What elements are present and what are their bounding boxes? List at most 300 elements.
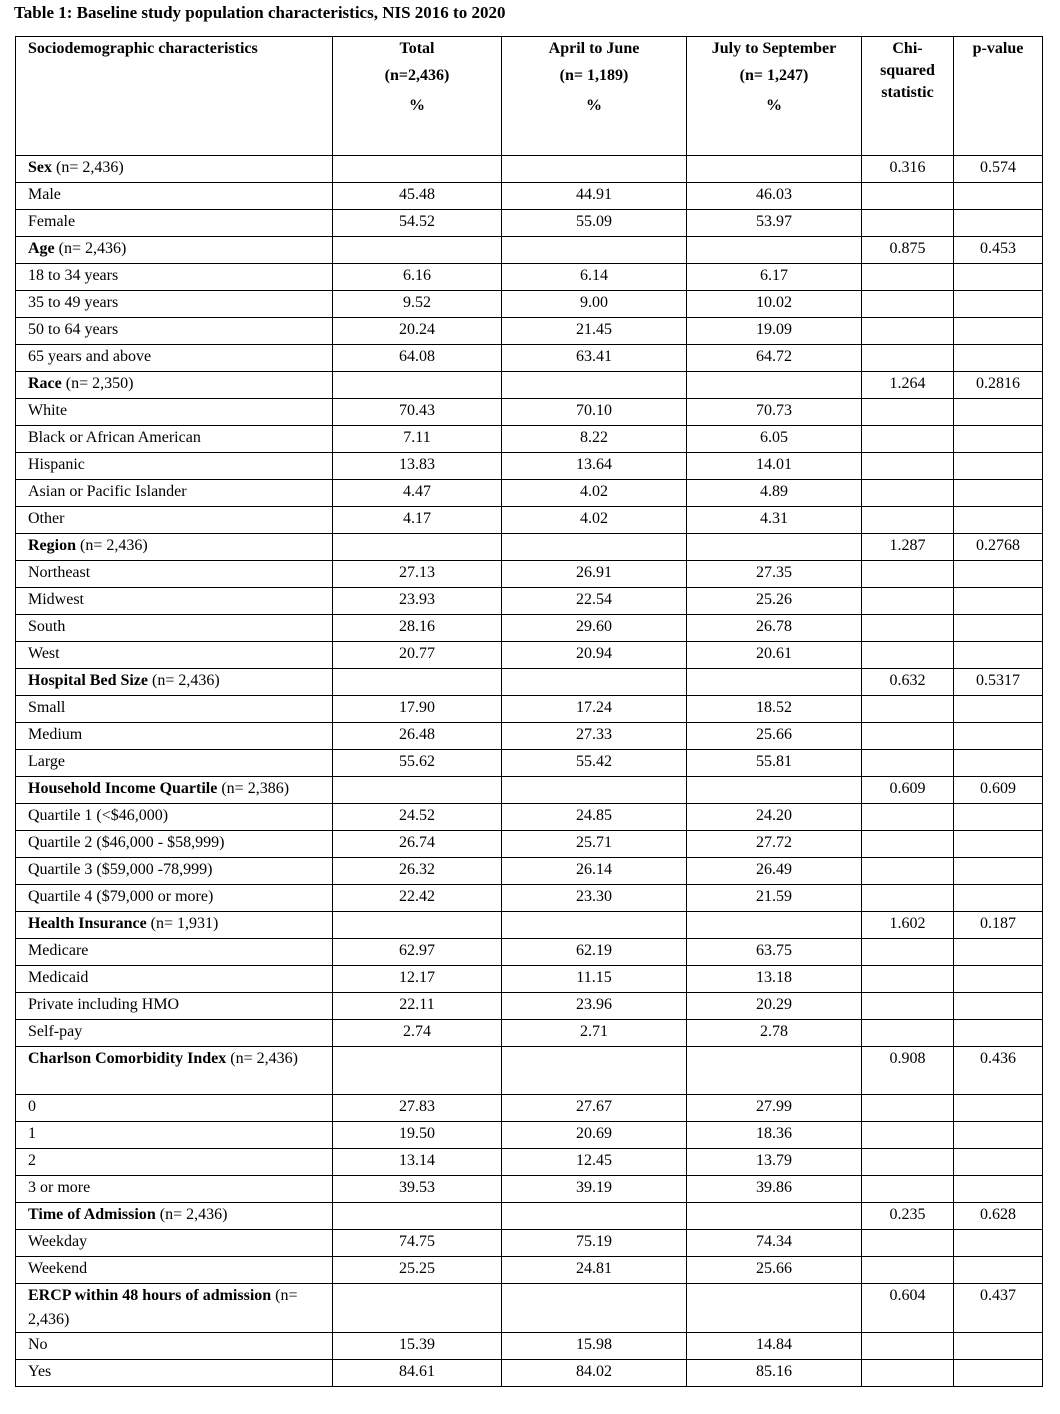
group-name: Region <box>28 537 76 554</box>
cell-total: 20.77 <box>333 642 502 669</box>
cell-jul: 19.09 <box>687 318 862 345</box>
cell-jul: 26.49 <box>687 858 862 885</box>
cell-p <box>954 1020 1043 1047</box>
group-label <box>16 669 333 696</box>
cell-chi <box>862 1122 954 1149</box>
cell-p: 0.453 <box>954 237 1043 264</box>
cell-chi: 1.287 <box>862 534 954 561</box>
cell-apr: 22.54 <box>502 588 687 615</box>
cell-jul <box>687 912 862 939</box>
cell-jul: 85.16 <box>687 1360 862 1387</box>
cell-apr: 4.02 <box>502 480 687 507</box>
cell-apr: 4.02 <box>502 507 687 534</box>
table-row <box>16 210 1043 237</box>
row-label: Medium <box>16 723 333 750</box>
cell-p: 0.2768 <box>954 534 1043 561</box>
group-name: Hospital Bed Size <box>28 672 149 689</box>
table-row <box>16 1122 1043 1149</box>
cell-apr <box>502 912 687 939</box>
cell-apr <box>502 669 687 696</box>
cell-apr <box>502 372 687 399</box>
cell-total: 55.62 <box>333 750 502 777</box>
cell-total: 25.25 <box>333 1257 502 1284</box>
cell-total: 45.48 <box>333 183 502 210</box>
cell-chi <box>862 453 954 480</box>
cell-jul <box>687 534 862 561</box>
group-label <box>16 912 333 939</box>
cell-jul: 14.84 <box>687 1333 862 1360</box>
cell-jul: 74.34 <box>687 1230 862 1257</box>
table-row <box>16 426 1043 453</box>
cell-chi <box>862 723 954 750</box>
group-name: Health Insurance <box>28 915 147 932</box>
cell-jul <box>687 1203 862 1230</box>
cell-apr <box>502 1047 687 1095</box>
cell-total: 22.11 <box>333 993 502 1020</box>
table-row <box>16 1176 1043 1203</box>
group-label <box>16 1203 333 1230</box>
cell-jul: 18.36 <box>687 1122 862 1149</box>
table-row <box>16 804 1043 831</box>
cell-apr: 20.69 <box>502 1122 687 1149</box>
cell-jul: 27.35 <box>687 561 862 588</box>
group-label <box>16 1284 333 1333</box>
cell-chi <box>862 588 954 615</box>
cell-p <box>954 480 1043 507</box>
cell-chi <box>862 831 954 858</box>
row-label: Male <box>16 183 333 210</box>
table-row <box>16 966 1043 993</box>
cell-chi <box>862 1360 954 1387</box>
table-row <box>16 858 1043 885</box>
row-label: 3 or more <box>16 1176 333 1203</box>
cell-total: 27.83 <box>333 1095 502 1122</box>
cell-p <box>954 1095 1043 1122</box>
cell-jul: 13.18 <box>687 966 862 993</box>
group-row <box>16 237 1043 264</box>
table-row <box>16 1020 1043 1047</box>
cell-p <box>954 966 1043 993</box>
cell-chi <box>862 426 954 453</box>
cell-chi <box>862 1095 954 1122</box>
cell-chi <box>862 1176 954 1203</box>
cell-p: 0.5317 <box>954 669 1043 696</box>
table-row <box>16 1257 1043 1284</box>
cell-jul: 27.72 <box>687 831 862 858</box>
cell-p: 0.436 <box>954 1047 1043 1095</box>
cell-total: 26.74 <box>333 831 502 858</box>
table-row <box>16 588 1043 615</box>
cell-chi: 0.908 <box>862 1047 954 1095</box>
cell-apr: 23.30 <box>502 885 687 912</box>
cell-jul: 10.02 <box>687 291 862 318</box>
group-count: (n= 2,436) <box>54 240 127 257</box>
group-row <box>16 1047 1043 1095</box>
cell-jul: 53.97 <box>687 210 862 237</box>
cell-jul <box>687 777 862 804</box>
cell-p: 0.437 <box>954 1284 1043 1333</box>
cell-apr: 21.45 <box>502 318 687 345</box>
group-name: Charlson Comorbidity Index <box>28 1050 227 1067</box>
header-characteristics: Sociodemographic characteristics <box>16 37 333 156</box>
table-row <box>16 750 1043 777</box>
group-count: (n= 2,436) <box>155 1206 228 1223</box>
group-name: Time of Admission <box>28 1206 156 1223</box>
cell-p <box>954 507 1043 534</box>
table-row <box>16 1230 1043 1257</box>
cell-jul <box>687 372 862 399</box>
cell-p <box>954 588 1043 615</box>
cell-p <box>954 1149 1043 1176</box>
group-count: (n= 1,931) <box>146 915 219 932</box>
cell-p <box>954 642 1043 669</box>
table-row <box>16 399 1043 426</box>
cell-total <box>333 669 502 696</box>
table-row <box>16 615 1043 642</box>
cell-total: 26.48 <box>333 723 502 750</box>
cell-jul: 6.17 <box>687 264 862 291</box>
cell-total: 28.16 <box>333 615 502 642</box>
cell-total: 22.42 <box>333 885 502 912</box>
group-row <box>16 669 1043 696</box>
cell-jul: 20.61 <box>687 642 862 669</box>
cell-chi: 0.609 <box>862 777 954 804</box>
cell-p <box>954 723 1043 750</box>
cell-jul <box>687 1284 862 1333</box>
cell-chi <box>862 1230 954 1257</box>
cell-total <box>333 156 502 183</box>
group-label <box>16 1047 333 1095</box>
row-label: 50 to 64 years <box>16 318 333 345</box>
table-row <box>16 1333 1043 1360</box>
cell-jul: 21.59 <box>687 885 862 912</box>
group-name: ERCP within 48 hours of admission <box>28 1287 272 1304</box>
cell-total: 64.08 <box>333 345 502 372</box>
cell-p <box>954 183 1043 210</box>
group-label <box>16 237 333 264</box>
row-label: White <box>16 399 333 426</box>
cell-jul: 20.29 <box>687 993 862 1020</box>
group-row <box>16 1203 1043 1230</box>
cell-total: 24.52 <box>333 804 502 831</box>
cell-total: 13.83 <box>333 453 502 480</box>
cell-p <box>954 831 1043 858</box>
cell-apr: 39.19 <box>502 1176 687 1203</box>
group-count: (n= 2,436) <box>28 1287 298 1328</box>
cell-chi: 0.604 <box>862 1284 954 1333</box>
header-total: Total (n=2,436) % <box>333 37 502 156</box>
cell-jul: 63.75 <box>687 939 862 966</box>
group-row <box>16 1284 1043 1333</box>
row-label: No <box>16 1333 333 1360</box>
row-label: Yes <box>16 1360 333 1387</box>
cell-chi <box>862 993 954 1020</box>
cell-jul: 4.31 <box>687 507 862 534</box>
cell-chi: 0.875 <box>862 237 954 264</box>
cell-p <box>954 399 1043 426</box>
row-label: Quartile 3 ($59,000 -78,999) <box>16 858 333 885</box>
cell-p <box>954 426 1043 453</box>
cell-total: 12.17 <box>333 966 502 993</box>
row-label: Midwest <box>16 588 333 615</box>
cell-total: 39.53 <box>333 1176 502 1203</box>
row-label: 65 years and above <box>16 345 333 372</box>
table-row <box>16 1360 1043 1387</box>
table-row <box>16 183 1043 210</box>
row-label: Female <box>16 210 333 237</box>
row-label: Weekend <box>16 1257 333 1284</box>
row-label: Quartile 4 ($79,000 or more) <box>16 885 333 912</box>
row-label: Quartile 2 ($46,000 - $58,999) <box>16 831 333 858</box>
cell-jul <box>687 669 862 696</box>
cell-p <box>954 345 1043 372</box>
group-name: Household Income Quartile <box>28 780 218 797</box>
cell-total <box>333 777 502 804</box>
cell-chi <box>862 291 954 318</box>
cell-apr: 75.19 <box>502 1230 687 1257</box>
cell-chi <box>862 696 954 723</box>
cell-apr: 13.64 <box>502 453 687 480</box>
row-label: South <box>16 615 333 642</box>
cell-chi <box>862 264 954 291</box>
group-count: (n= 2,436) <box>52 159 124 176</box>
cell-p <box>954 993 1043 1020</box>
cell-total: 9.52 <box>333 291 502 318</box>
cell-apr: 24.81 <box>502 1257 687 1284</box>
table-row <box>16 1095 1043 1122</box>
cell-p <box>954 696 1043 723</box>
cell-p: 0.2816 <box>954 372 1043 399</box>
row-label: Hispanic <box>16 453 333 480</box>
cell-total: 2.74 <box>333 1020 502 1047</box>
cell-chi <box>862 1149 954 1176</box>
cell-chi: 1.602 <box>862 912 954 939</box>
cell-total <box>333 1047 502 1095</box>
cell-p: 0.187 <box>954 912 1043 939</box>
cell-p <box>954 318 1043 345</box>
table-row <box>16 507 1043 534</box>
row-label: 0 <box>16 1095 333 1122</box>
cell-p <box>954 210 1043 237</box>
cell-apr: 17.24 <box>502 696 687 723</box>
group-row <box>16 912 1043 939</box>
cell-jul: 55.81 <box>687 750 862 777</box>
cell-chi <box>862 318 954 345</box>
row-label: Northeast <box>16 561 333 588</box>
cell-total: 6.16 <box>333 264 502 291</box>
cell-chi <box>862 750 954 777</box>
cell-chi <box>862 939 954 966</box>
cell-apr <box>502 156 687 183</box>
group-label <box>16 777 333 804</box>
table-row <box>16 642 1043 669</box>
table-row <box>16 993 1043 1020</box>
cell-apr: 62.19 <box>502 939 687 966</box>
table-row <box>16 264 1043 291</box>
cell-apr <box>502 777 687 804</box>
cell-jul: 18.52 <box>687 696 862 723</box>
cell-apr: 24.85 <box>502 804 687 831</box>
cell-total <box>333 912 502 939</box>
cell-p: 0.609 <box>954 777 1043 804</box>
cell-chi <box>862 561 954 588</box>
cell-total: 15.39 <box>333 1333 502 1360</box>
cell-apr: 8.22 <box>502 426 687 453</box>
cell-total <box>333 534 502 561</box>
cell-apr: 55.09 <box>502 210 687 237</box>
table-row <box>16 696 1043 723</box>
cell-total <box>333 1284 502 1333</box>
cell-chi <box>862 183 954 210</box>
cell-p: 0.628 <box>954 1203 1043 1230</box>
cell-chi <box>862 885 954 912</box>
cell-p <box>954 615 1043 642</box>
cell-chi <box>862 804 954 831</box>
header-row <box>16 37 1043 156</box>
cell-jul: 46.03 <box>687 183 862 210</box>
group-count: (n= 2,436) <box>226 1050 298 1067</box>
table-row <box>16 723 1043 750</box>
cell-apr: 84.02 <box>502 1360 687 1387</box>
cell-total: 27.13 <box>333 561 502 588</box>
row-label: Medicare <box>16 939 333 966</box>
row-label: 18 to 34 years <box>16 264 333 291</box>
table-row <box>16 480 1043 507</box>
group-name: Race <box>28 375 62 392</box>
cell-p <box>954 1122 1043 1149</box>
header-chi-squared: Chi- squared statistic <box>862 37 954 156</box>
cell-total: 7.11 <box>333 426 502 453</box>
cell-apr: 15.98 <box>502 1333 687 1360</box>
header-july-to-september: July to September (n= 1,247) % <box>687 37 862 156</box>
cell-total: 70.43 <box>333 399 502 426</box>
table-row <box>16 885 1043 912</box>
group-count: (n= 2,386) <box>217 780 290 797</box>
cell-chi <box>862 345 954 372</box>
cell-total: 13.14 <box>333 1149 502 1176</box>
cell-chi <box>862 1020 954 1047</box>
cell-total: 26.32 <box>333 858 502 885</box>
cell-p <box>954 453 1043 480</box>
cell-p <box>954 1257 1043 1284</box>
cell-apr: 20.94 <box>502 642 687 669</box>
cell-p <box>954 804 1043 831</box>
cell-chi <box>862 1257 954 1284</box>
row-label: Weekday <box>16 1230 333 1257</box>
cell-apr: 23.96 <box>502 993 687 1020</box>
group-name: Sex <box>28 159 52 176</box>
cell-p <box>954 858 1043 885</box>
cell-jul: 2.78 <box>687 1020 862 1047</box>
cell-p <box>954 291 1043 318</box>
header-p-value: p-value <box>954 37 1043 156</box>
group-count: (n= 2,436) <box>148 672 220 689</box>
group-count: (n= 2,436) <box>76 537 148 554</box>
table-row <box>16 345 1043 372</box>
row-label: Black or African American <box>16 426 333 453</box>
cell-total: 4.17 <box>333 507 502 534</box>
cell-total: 20.24 <box>333 318 502 345</box>
group-row <box>16 156 1043 183</box>
row-label: Other <box>16 507 333 534</box>
table-title: Table 1: Baseline study population characteristics, NIS 2016 to 2020 <box>14 3 506 22</box>
cell-p <box>954 1360 1043 1387</box>
cell-chi: 0.632 <box>862 669 954 696</box>
cell-apr: 12.45 <box>502 1149 687 1176</box>
cell-jul <box>687 1047 862 1095</box>
cell-jul: 25.66 <box>687 1257 862 1284</box>
header-april-to-june: April to June (n= 1,189) % <box>502 37 687 156</box>
cell-jul: 13.79 <box>687 1149 862 1176</box>
cell-apr: 11.15 <box>502 966 687 993</box>
cell-apr: 27.33 <box>502 723 687 750</box>
row-label: 2 <box>16 1149 333 1176</box>
group-name: Age <box>28 240 55 257</box>
row-label: Private including HMO <box>16 993 333 1020</box>
cell-chi <box>862 507 954 534</box>
group-row <box>16 372 1043 399</box>
cell-jul: 14.01 <box>687 453 862 480</box>
cell-jul: 39.86 <box>687 1176 862 1203</box>
cell-total: 23.93 <box>333 588 502 615</box>
row-label: 1 <box>16 1122 333 1149</box>
row-label: Quartile 1 (<$46,000) <box>16 804 333 831</box>
cell-jul: 24.20 <box>687 804 862 831</box>
cell-chi: 0.235 <box>862 1203 954 1230</box>
cell-apr: 26.14 <box>502 858 687 885</box>
cell-chi <box>862 480 954 507</box>
cell-apr <box>502 1284 687 1333</box>
cell-p <box>954 1176 1043 1203</box>
cell-jul: 25.66 <box>687 723 862 750</box>
cell-chi <box>862 858 954 885</box>
cell-apr <box>502 534 687 561</box>
cell-apr: 6.14 <box>502 264 687 291</box>
table-row <box>16 291 1043 318</box>
row-label: Small <box>16 696 333 723</box>
cell-p <box>954 750 1043 777</box>
cell-p <box>954 264 1043 291</box>
cell-total: 62.97 <box>333 939 502 966</box>
cell-chi: 0.316 <box>862 156 954 183</box>
cell-chi <box>862 615 954 642</box>
cell-apr: 2.71 <box>502 1020 687 1047</box>
cell-apr: 26.91 <box>502 561 687 588</box>
table-row <box>16 1149 1043 1176</box>
cell-apr: 29.60 <box>502 615 687 642</box>
cell-apr: 55.42 <box>502 750 687 777</box>
group-label <box>16 156 333 183</box>
cell-apr: 9.00 <box>502 291 687 318</box>
cell-apr: 70.10 <box>502 399 687 426</box>
cell-total: 74.75 <box>333 1230 502 1257</box>
table-row <box>16 453 1043 480</box>
cell-apr: 25.71 <box>502 831 687 858</box>
cell-jul: 4.89 <box>687 480 862 507</box>
cell-apr: 63.41 <box>502 345 687 372</box>
cell-p <box>954 1333 1043 1360</box>
cell-jul: 70.73 <box>687 399 862 426</box>
group-count: (n= 2,350) <box>61 375 134 392</box>
cell-total: 19.50 <box>333 1122 502 1149</box>
table-row <box>16 939 1043 966</box>
cell-total: 17.90 <box>333 696 502 723</box>
row-label: West <box>16 642 333 669</box>
table-row <box>16 318 1043 345</box>
row-label: Large <box>16 750 333 777</box>
cell-apr <box>502 237 687 264</box>
cell-apr <box>502 1203 687 1230</box>
